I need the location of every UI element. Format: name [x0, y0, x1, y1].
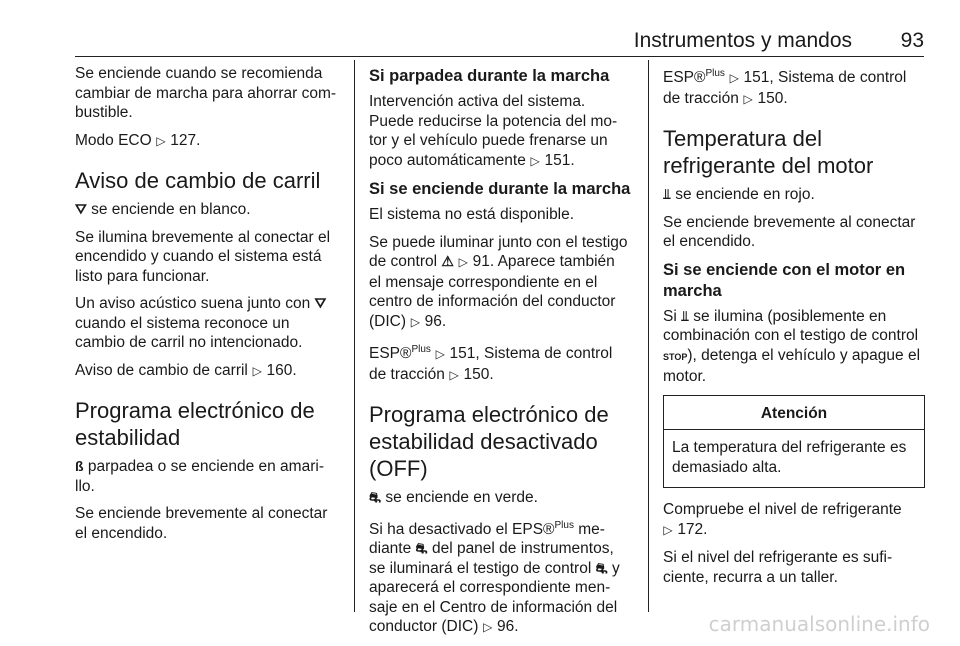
paragraph: ⛛ se enciende en blanco.: [75, 201, 251, 218]
paragraph: Aviso de cambio de carril ▷ 160.: [75, 361, 337, 382]
paragraph: Un aviso acústico suena junto con ⛛ cuando el sistema reconoce un cambio de carril no intencionado.: [75, 295, 327, 351]
paragraph: ⛐ se enciende en verde.: [369, 489, 538, 507]
paragraph: Compruebe el nivel de refrigerante ▷ 172.: [663, 500, 925, 540]
column-2: [369, 64, 631, 646]
paragraph: ESP®$^{Plus}$ ▷ 151, Sistema de control de tracción ▷ 150.: [369, 340, 631, 385]
esp-icon: ß: [75, 458, 84, 474]
page-ref-icon: ▷: [729, 71, 739, 86]
lane-departure-icon: ⛛: [75, 201, 87, 217]
paragraph: ESP®$^{Plus}$ ▷ 151, Sistema de control de tracción ▷ 150.: [663, 64, 925, 109]
paragraph: Se ilumina brevemente al conectar el encendido y cuando el sistema está listo para funcionar.: [75, 228, 331, 285]
page-ref-icon: ▷: [743, 91, 753, 106]
section-title: Instrumentos y mandos: [633, 29, 852, 52]
page-ref-icon: ▷: [530, 153, 540, 168]
paragraph: Si el nivel del refrigerante es sufi-ciente, recurra a un taller.: [663, 549, 893, 586]
coolant-temp-icon: ⫫: [681, 307, 689, 324]
page-header: [75, 28, 924, 54]
page-ref-icon: ▷: [252, 363, 262, 378]
esp-off-icon: ⛐: [415, 540, 428, 557]
attention-title: Atención: [664, 396, 924, 431]
paragraph: Se enciende brevemente al conectar el encendido.: [75, 505, 328, 542]
heading-esp-off: Programa electrónico de estabilidad desactivado (OFF): [369, 402, 609, 482]
paragraph: Modo ECO ▷ 127.: [75, 131, 337, 152]
paragraph: Intervención activa del sistema. Puede reducirse la potencia del mo-tor y el vehículo puede frenarse un poco automáticamente ▷ 151.: [369, 92, 631, 171]
heading-engine-running: Si se enciende con el motor en marcha: [663, 260, 906, 300]
page-ref-icon: ▷: [435, 347, 445, 362]
page-ref-icon: ▷: [410, 314, 420, 329]
attention-body: La temperatura del refrigerante es demasiado alta.: [672, 439, 907, 476]
heading-lane-departure: Aviso de cambio de carril: [75, 168, 321, 193]
page-number: 93: [900, 29, 924, 52]
page-ref-icon: ▷: [449, 367, 459, 382]
paragraph: ⫫ se enciende en rojo.: [663, 186, 815, 204]
page-ref-icon: ▷: [458, 255, 468, 269]
paragraph: Se puede iluminar junto con el testigo de control ⚠ ▷ 91. Aparece también el mensaje correspondiente en el centro de información del conductor (DIC) ▷ 96.: [369, 233, 631, 333]
heading-coolant-temp: Temperatura del refrigerante del motor: [663, 126, 874, 179]
paragraph: ß parpadea o se enciende en amari-llo.: [75, 458, 324, 495]
esp-off-icon: ⛐: [595, 559, 608, 576]
heading-esp: Programa electrónico de estabilidad: [75, 398, 315, 450]
stop-icon: STOP: [663, 351, 688, 362]
esp-off-icon: ⛐: [369, 489, 382, 506]
paragraph: Se enciende cuando se recomienda cambiar de marcha para ahorrar com-bustible.: [75, 65, 337, 121]
header-rule: [75, 56, 924, 57]
column-divider-2: [648, 60, 649, 612]
paragraph: Se enciende brevemente al conectar el encendido.: [663, 213, 916, 251]
paragraph: El sistema no está disponible.: [369, 206, 575, 223]
paragraph: Si ha desactivado el EPS®$^{Plus}$ me-diante ⛐ del panel de instrumentos, se iluminará el testigo de control ⛐ y aparecerá el correspondiente men-saje en el Centro de información del conductor (DIC) ▷ 96.: [369, 516, 631, 638]
coolant-temp-icon: ⫫: [663, 186, 671, 203]
control-light-icon: ⚠: [441, 253, 454, 269]
page-ref-icon: ▷: [156, 133, 166, 148]
column-divider-1: [354, 60, 355, 612]
heading-blink: Si parpadea durante la marcha: [369, 67, 610, 85]
paragraph: Si ⫫ se ilumina (posiblemente en combinación con el testigo de control STOP), detenga el vehículo y apague el motor.: [663, 307, 921, 386]
column-1: [75, 64, 337, 551]
heading-drive: Si se enciende durante la marcha: [369, 180, 631, 198]
attention-box: [663, 395, 925, 489]
page-ref-icon: ▷: [663, 522, 673, 537]
column-3: [663, 64, 925, 595]
watermark: carmanualsonline.info: [708, 612, 930, 636]
page-ref-icon: ▷: [483, 620, 493, 635]
lane-departure-icon: ⛛: [314, 295, 327, 311]
